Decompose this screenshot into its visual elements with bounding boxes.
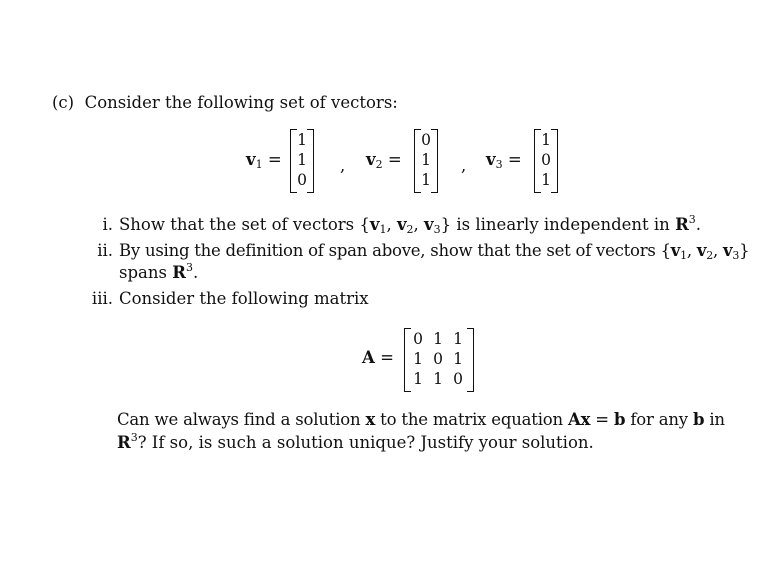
item-iii-text: Consider the following matrix bbox=[119, 289, 369, 308]
matrix-a-entry: 1 bbox=[413, 350, 423, 368]
part-c-heading bbox=[52, 93, 398, 112]
item-ii-numeral: ii. bbox=[97, 241, 113, 260]
matrix-a-entry: 0 bbox=[433, 350, 443, 368]
question-line-2: $R^3$? If so, is such a solution unique? Justify your solution. bbox=[117, 431, 594, 452]
vector-v3-entry: 1 bbox=[541, 131, 551, 149]
matrix-a-entry: 0 bbox=[453, 370, 463, 388]
item-i-text: Show that the set of vectors {$v_1$, $v_2$, $v_3$} is linearly independent in $R^3$. bbox=[119, 213, 702, 236]
item-ii-line1: By using the definition of span above, show that the set of vectors {$v_1$, $v_2$, $v_3$} bbox=[119, 241, 750, 262]
vector-v3-entry: 1 bbox=[541, 171, 551, 189]
vector-v3-label: $v_3$ = bbox=[486, 150, 522, 171]
part-c-label: (c) bbox=[52, 93, 75, 112]
item-i-numeral: i. bbox=[102, 215, 113, 234]
item-iii-numeral: iii. bbox=[91, 289, 113, 308]
vector-v1-entry: 1 bbox=[297, 151, 307, 169]
vector-separator: , bbox=[340, 156, 346, 175]
matrix-a-entry: 1 bbox=[413, 370, 423, 388]
vector-v2-label: $v_2$ = bbox=[366, 150, 402, 171]
matrix-a-entry: 1 bbox=[433, 370, 443, 388]
vector-v2-entry: 1 bbox=[421, 171, 431, 189]
vector-v2 bbox=[414, 129, 438, 193]
vector-v3 bbox=[534, 129, 558, 193]
vector-v1 bbox=[290, 129, 314, 193]
vector-separator: , bbox=[461, 156, 467, 175]
matrix-a-entry: 1 bbox=[453, 350, 463, 368]
matrix-a bbox=[404, 328, 474, 392]
vector-v1-entry: 1 bbox=[297, 131, 307, 149]
item-ii-line2: spans $R^3$. bbox=[119, 261, 199, 282]
vector-v3-entry: 0 bbox=[541, 151, 551, 169]
matrix-a-label: A = bbox=[362, 348, 394, 367]
vector-v1-label: $v_1$ = bbox=[246, 150, 282, 171]
vector-v2-entry: 1 bbox=[421, 151, 431, 169]
question-line-1: Can we always find a solution x to the matrix equation Ax = b for any b in bbox=[117, 410, 725, 429]
matrix-a-entry: 1 bbox=[433, 330, 443, 348]
part-c-intro: Consider the following set of vectors: bbox=[84, 93, 398, 112]
vector-v1-entry: 0 bbox=[297, 171, 307, 189]
matrix-a-entry: 1 bbox=[453, 330, 463, 348]
vector-v2-entry: 0 bbox=[421, 131, 431, 149]
matrix-a-entry: 0 bbox=[413, 330, 423, 348]
